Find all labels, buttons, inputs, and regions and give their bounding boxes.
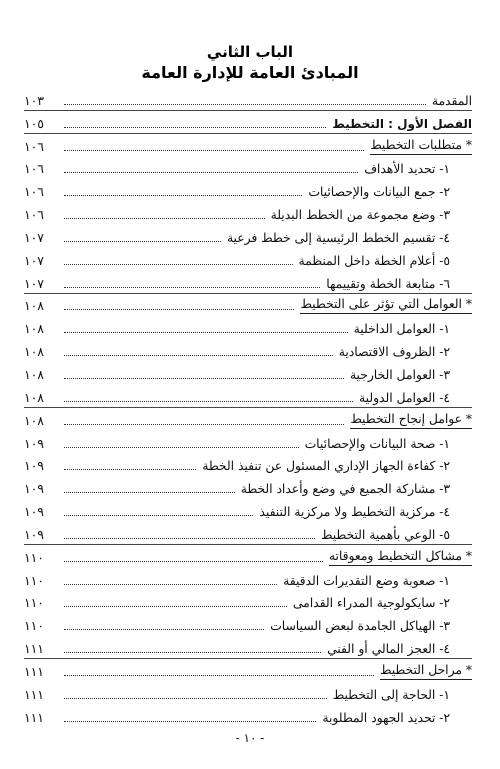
toc-entry-label: * العوامل التي تؤثر على التخطيط (300, 296, 472, 314)
toc-entry (24, 200, 472, 223)
dot-leader (64, 561, 323, 562)
toc-entry (24, 383, 472, 406)
dot-leader (64, 401, 353, 402)
toc-entry (24, 497, 472, 520)
toc-entry-label: ٥- الوعي بأهمية التخطيط (321, 527, 450, 542)
toc-entry-page: ١٠٦ (24, 185, 44, 200)
dot-leader (64, 241, 221, 242)
dot-leader (64, 355, 333, 356)
section-rule (24, 407, 472, 408)
toc-entry (24, 155, 472, 178)
toc-entry (24, 634, 472, 657)
toc-entry-page: ١٠٨ (24, 322, 44, 337)
toc-entry-page: ١٠٨ (24, 413, 44, 428)
toc-entry (24, 360, 472, 383)
toc-entry-page: ١١١ (24, 710, 44, 725)
toc-entry-label: ٢- تحديد الجهود المطلوبة (322, 710, 450, 725)
toc-entry (24, 337, 472, 360)
toc-entry (24, 589, 472, 612)
dot-leader (64, 218, 265, 219)
page-header (0, 42, 500, 84)
dot-leader (64, 150, 364, 151)
page-number: - ١٠ - (235, 731, 265, 745)
toc-entry-page: ١٠٩ (24, 482, 44, 497)
toc-entry (24, 223, 472, 246)
toc-entry (24, 543, 472, 566)
toc-entry-label: ٥- أعلام الخطة داخل المنظمة (298, 253, 450, 268)
toc-entry-page: ١٠٧ (24, 253, 44, 268)
dot-leader (64, 424, 344, 425)
toc-entry-label: * متطلبات التخطيط (370, 137, 472, 155)
toc-entry-page: ١١١ (24, 642, 44, 657)
toc-entry (24, 406, 472, 429)
toc-entry-label: ١- الحاجة إلى التخطيط (332, 687, 450, 702)
toc-entry (24, 292, 472, 315)
toc-entry (24, 520, 472, 543)
dot-leader (64, 652, 321, 653)
toc-entry-label: * عوامل إنجاح التخطيط (350, 411, 472, 429)
toc-entry (24, 109, 472, 132)
toc-entry-label: ٢- الظروف الاقتصادية (338, 345, 450, 360)
toc-entry (24, 611, 472, 634)
toc-entry-label: الفصل الأول : التخطيط (332, 116, 472, 131)
toc-entry (24, 314, 472, 337)
dot-leader (64, 538, 315, 539)
toc-entry (24, 657, 472, 680)
dot-leader (64, 629, 264, 630)
chapter-heading: الباب الثاني (206, 43, 294, 61)
toc-entry (24, 566, 472, 589)
table-of-contents (24, 86, 472, 726)
toc-entry-label: ١- العوامل الداخلية (353, 322, 450, 337)
toc-entry-page: ١٠٩ (24, 459, 44, 474)
toc-entry-label: * مراحل التخطيط (380, 662, 472, 680)
dot-leader (64, 606, 287, 607)
toc-entry (24, 429, 472, 452)
toc-entry-label: ٣- العوامل الخارجية (349, 367, 450, 382)
dot-leader (64, 378, 344, 379)
chapter-title: المبادئ العامة للإدارة العامة (141, 63, 359, 82)
toc-entry (24, 269, 472, 292)
toc-entry-label: ٣- مشاركة الجميع في وضع وأعداد الخطة (240, 482, 450, 497)
toc-entry-page: ١٠٧ (24, 230, 44, 245)
dot-leader (64, 264, 293, 265)
toc-entry (24, 703, 472, 726)
toc-entry-label: ٣- وضع مجموعة من الخطط البديلة (270, 208, 450, 223)
toc-entry-page: ١٠٩ (24, 436, 44, 451)
toc-entry-page: ١٠٨ (24, 390, 44, 405)
dot-leader (64, 698, 327, 699)
toc-entry-label: ٦- متابعة الخطة وتقييمها (326, 276, 450, 291)
dot-leader (64, 447, 299, 448)
toc-entry-label: ١- تحديد الأهداف (364, 162, 450, 177)
dot-leader (64, 127, 326, 128)
toc-entry-label: ٢- كفاءة الجهاز الإداري المسئول عن تنفيذ الخطة (202, 459, 450, 474)
toc-entry-page: ١٠٦ (24, 208, 44, 223)
toc-entry-page: ١١١ (24, 687, 44, 702)
toc-entry-page: ١٠٥ (24, 116, 44, 131)
toc-entry (24, 246, 472, 269)
toc-entry-label: ٤- العوامل الدولية (359, 390, 450, 405)
toc-entry-page: ١١٠ (24, 573, 44, 588)
section-rule (24, 133, 472, 134)
toc-entry-label: ٤- مركزية التخطيط ولا مركزية التنفيذ (259, 505, 450, 520)
toc-entry-page: ١٠٩ (24, 527, 44, 542)
dot-leader (64, 195, 302, 196)
toc-entry (24, 452, 472, 475)
toc-entry-label: المقدمة (431, 93, 472, 108)
toc-entry (24, 680, 472, 703)
dot-leader (64, 287, 320, 288)
toc-entry-label: ٣- الهياكل الجامدة لبعض السياسات (270, 619, 450, 634)
toc-entry-label: ٢- سايكولوجية المدراء القدامى (292, 596, 450, 611)
toc-entry-label: ٢- جمع البيانات والإحصائيات (308, 185, 450, 200)
dot-leader (64, 515, 253, 516)
dot-leader (64, 172, 358, 173)
toc-entry-page: ١٠٨ (24, 299, 44, 314)
toc-entry-page: ١٠٨ (24, 367, 44, 382)
toc-entry (24, 86, 472, 109)
toc-entry (24, 177, 472, 200)
toc-entry-page: ١١٠ (24, 550, 44, 565)
toc-entry-label: ٤- العجز المالي أو الفني (327, 642, 450, 657)
section-rule (24, 110, 472, 111)
toc-entry-page: ١٠٣ (24, 93, 44, 108)
dot-leader (64, 492, 235, 493)
dot-leader (64, 104, 426, 105)
section-rule (24, 544, 472, 545)
toc-entry (24, 132, 472, 155)
toc-entry-page: ١٠٦ (24, 162, 44, 177)
dot-leader (64, 309, 294, 310)
toc-entry (24, 474, 472, 497)
toc-entry-page: ١٠٧ (24, 276, 44, 291)
toc-entry-page: ١٠٦ (24, 139, 44, 154)
section-rule (24, 658, 472, 659)
dot-leader (64, 469, 196, 470)
toc-entry-label: ١- صحة البيانات والإحصائيات (304, 436, 450, 451)
toc-entry-label: ١- صعوبة وضع التقديرات الدقيقة (283, 573, 450, 588)
toc-entry-page: ١٠٨ (24, 345, 44, 360)
toc-entry-page: ١١٠ (24, 596, 44, 611)
toc-entry-page: ١٠٩ (24, 505, 44, 520)
dot-leader (64, 721, 316, 722)
toc-entry-label: * مشاكل التخطيط ومعوقاته (329, 548, 472, 566)
dot-leader (64, 675, 374, 676)
toc-entry-page: ١١٠ (24, 619, 44, 634)
toc-entry-label: ٤- تقسيم الخطط الرئيسية إلى خطط فرعية (226, 230, 450, 245)
dot-leader (64, 584, 277, 585)
section-rule (24, 293, 472, 294)
toc-entry-page: ١١١ (24, 664, 44, 679)
dot-leader (64, 332, 348, 333)
